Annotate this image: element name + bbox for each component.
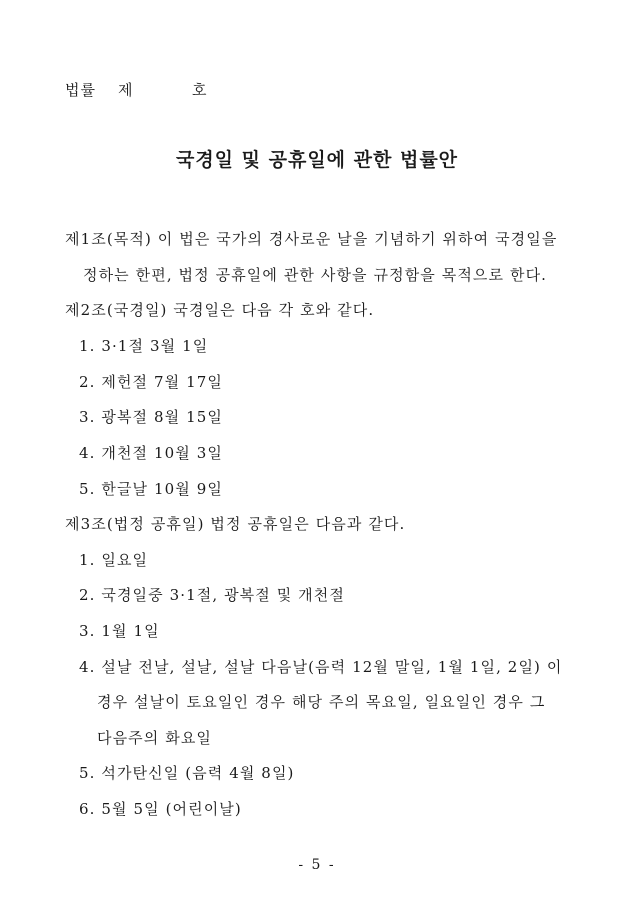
page-number: - 5 - bbox=[298, 857, 336, 873]
article-3-heading: 제3조(법정 공휴일) 법정 공휴일은 다음과 같다. bbox=[65, 515, 406, 533]
article-2-item-1: 1. 3·1절 3월 1일 bbox=[79, 337, 209, 355]
article-2-item-4: 4. 개천절 10월 3일 bbox=[79, 444, 223, 462]
article-3-item-4-line-1: 4. 설날 전날, 설날, 설날 다음날(음력 12월 말일, 1월 1일, 2일) 이 bbox=[79, 658, 563, 676]
article-3-item-4-line-2: 경우 설날이 토요일인 경우 해당 주의 목요일, 일요일인 경우 그 bbox=[97, 693, 546, 711]
article-3-item-3: 3. 1월 1일 bbox=[79, 622, 160, 640]
article-2-item-2: 2. 제헌절 7월 17일 bbox=[79, 373, 223, 391]
article-3-item-2: 2. 국경일중 3·1절, 광복절 및 개천절 bbox=[79, 586, 345, 604]
article-3-item-5: 5. 석가탄신일 (음력 4월 8일) bbox=[79, 764, 295, 782]
document-title: 국경일 및 공휴일에 관한 법률안 bbox=[175, 149, 459, 171]
article-2-heading: 제2조(국경일) 국경일은 다음 각 호와 같다. bbox=[65, 301, 375, 319]
article-2-item-3: 3. 광복절 8월 15일 bbox=[79, 408, 223, 426]
article-1-line-2: 정하는 한편, 법정 공휴일에 관한 사항을 규정함을 목적으로 한다. bbox=[83, 266, 548, 284]
header-law-label: 법률 bbox=[65, 81, 96, 99]
article-1-line-1: 제1조(목적) 이 법은 국가의 경사로운 날을 기념하기 위하여 국경일을 bbox=[65, 230, 558, 248]
header-number-suffix: 호 bbox=[192, 81, 208, 99]
article-3-item-6: 6. 5월 5일 (어린이날) bbox=[79, 800, 242, 818]
article-3-item-4-line-3: 다음주의 화요일 bbox=[97, 729, 212, 747]
header-number-prefix: 제 bbox=[118, 81, 134, 99]
article-2-item-5: 5. 한글날 10월 9일 bbox=[79, 480, 223, 498]
article-3-item-1: 1. 일요일 bbox=[79, 551, 149, 569]
